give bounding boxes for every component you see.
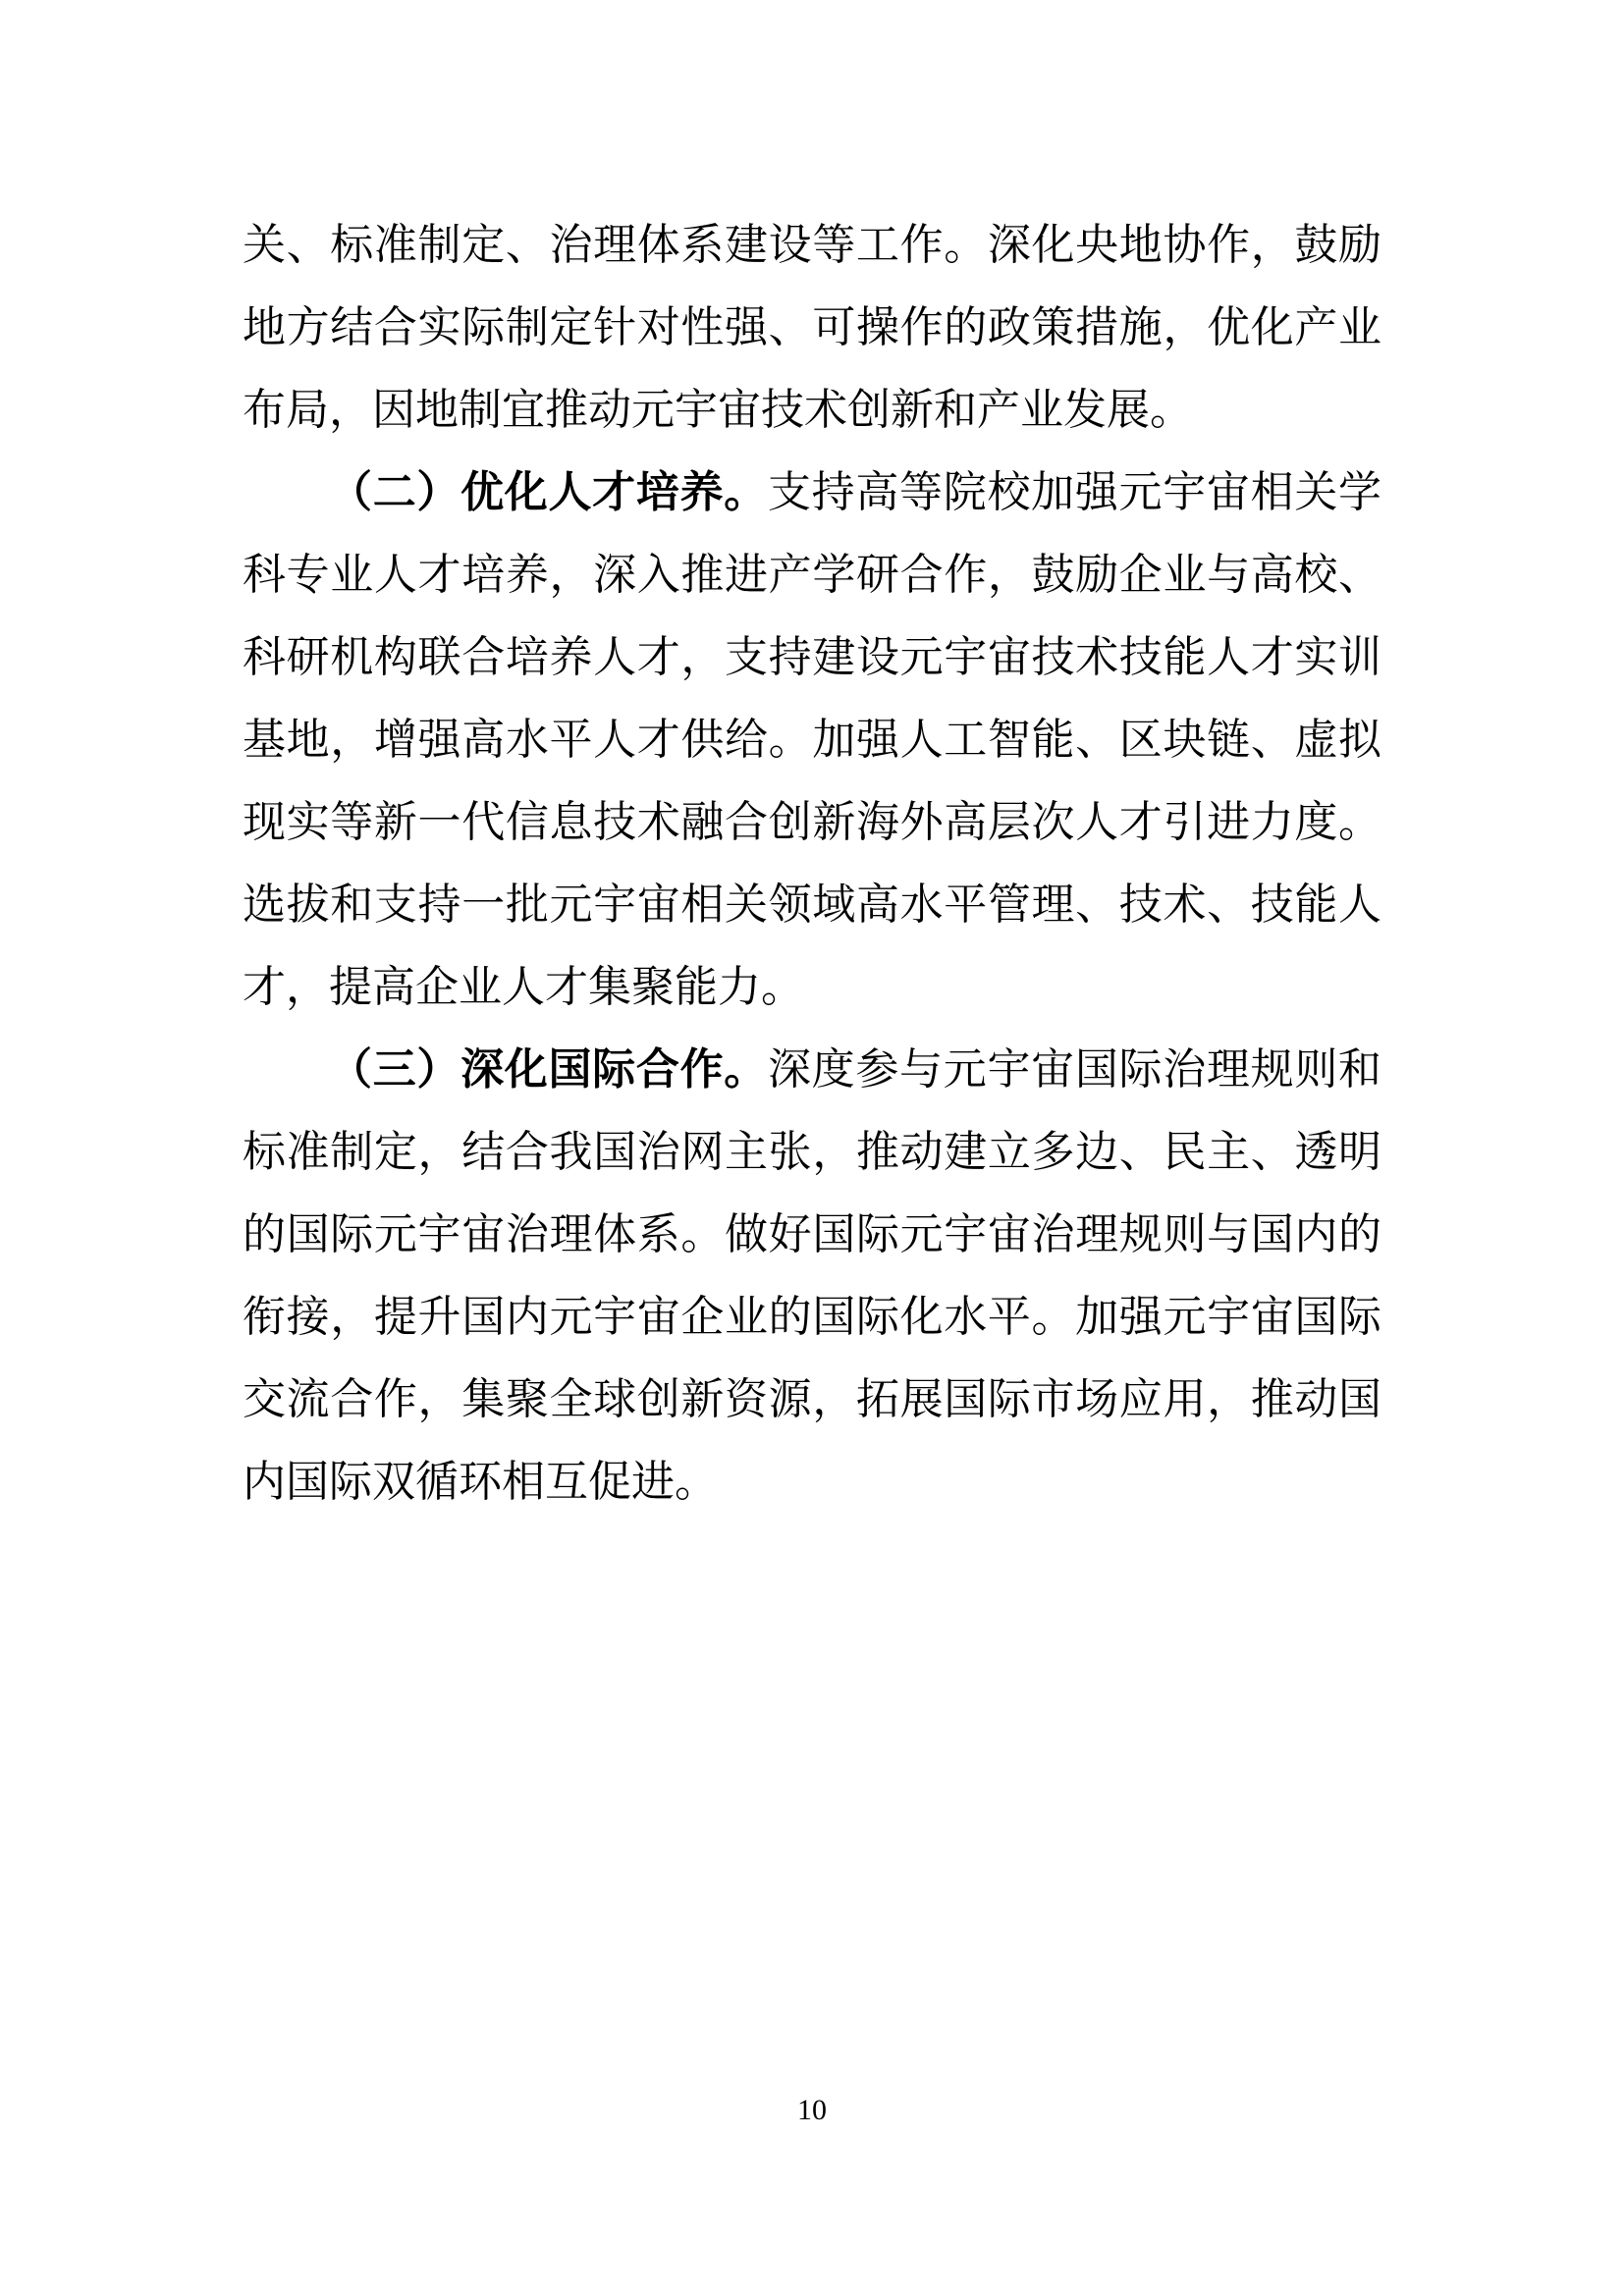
page-content <box>243 204 1381 1523</box>
paragraph-section-3 <box>243 1029 1381 1523</box>
section-heading: （三）深化国际合作。 <box>329 1045 768 1094</box>
paragraph-body: 关、标准制定、治理体系建设等工作。深化央地协作，鼓励地方结合实际制定针对性强、可操作的政策措施，优化产业布局，因地制宜推动元宇宙技术创新和产业发展。 <box>243 221 1381 434</box>
paragraph-body: 深度参与元宇宙国际治理规则和标准制定，结合我国治网主张，推动建立多边、民主、透明的国际元宇宙治理体系。做好国际元宇宙治理规则与国内的衔接，提升国内元宇宙企业的国际化水平。加强元宇宙国际交流合作，集聚全球创新资源，拓展国际市场应用，推动国内国际双循环相互促进。 <box>243 1045 1382 1506</box>
section-heading: （二）优化人才培养。 <box>329 468 768 516</box>
paragraph-body: 支持高等院校加强元宇宙相关学科专业人才培养，深入推进产学研合作，鼓励企业与高校、科研机构联合培养人才，支持建设元宇宙技术技能人才实训基地，增强高水平人才供给。加强人工智能、区块链、虚拟现实等新一代信息技术融合创新海外高层次人才引进力度。选拔和支持一批元宇宙相关领域高水平管理、技术、技能人才，提高企业人才集聚能力。 <box>243 468 1382 1011</box>
page-number: 10 <box>797 2094 827 2126</box>
paragraph-section-2 <box>243 452 1381 1029</box>
paragraph-continuation <box>243 204 1381 452</box>
